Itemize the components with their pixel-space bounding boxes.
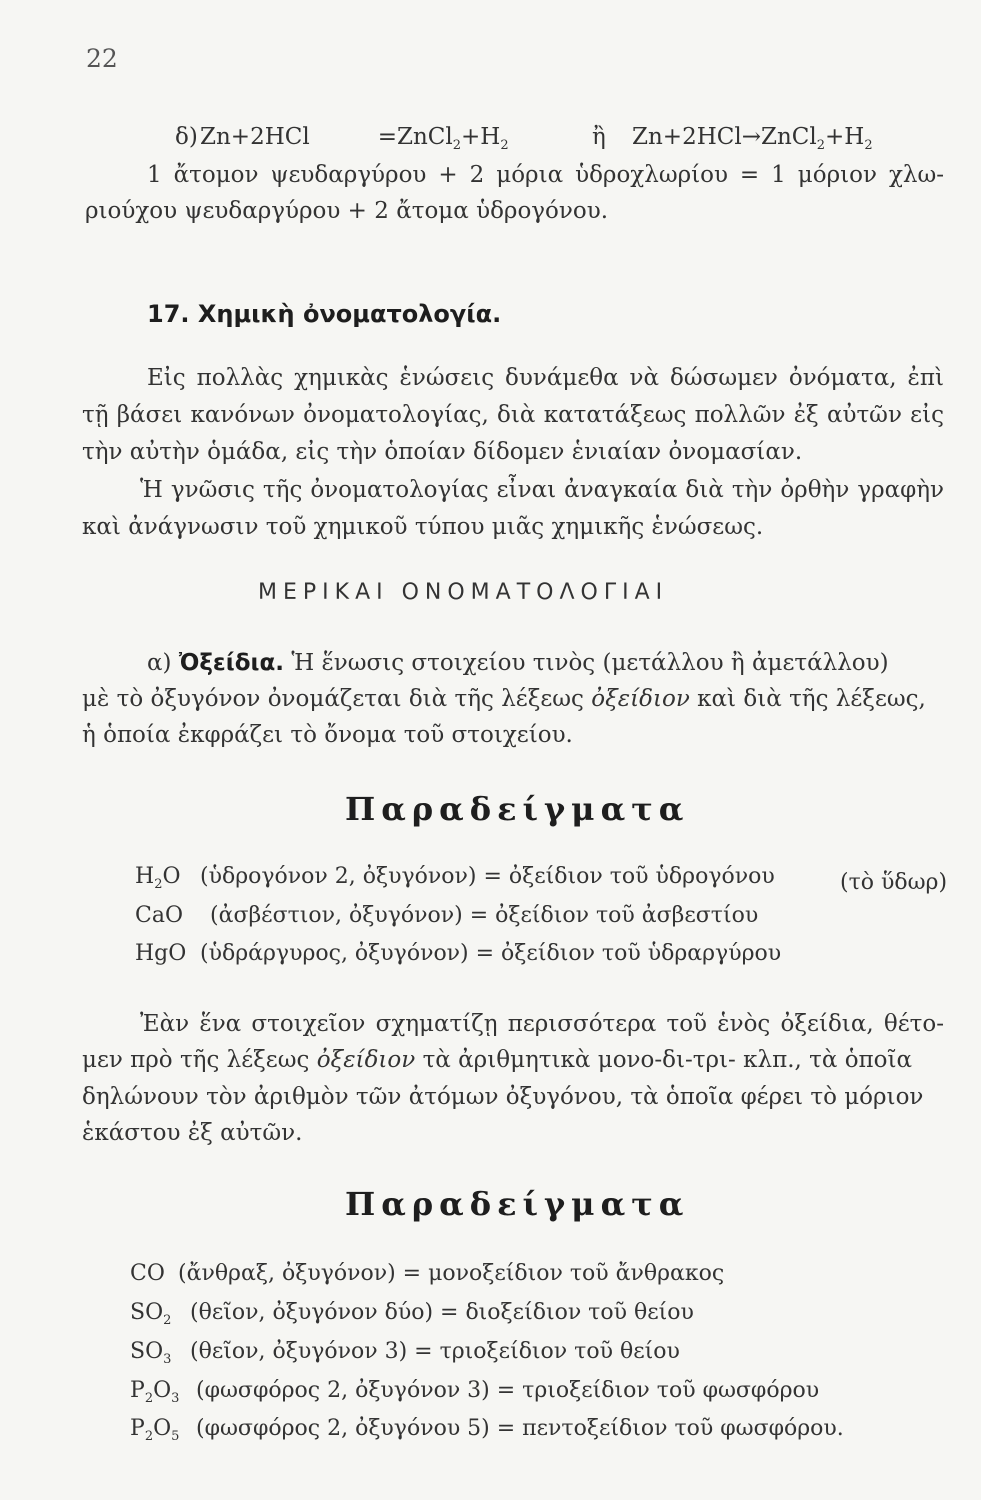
example-row: $SO_2$ (θεῖον, ὀξυγόνον δύο) = διοξείδιον τοῦ θείου	[130, 1300, 694, 1328]
example-row: CO (ἄνθραξ, ὀξυγόνον) = μονοξείδιον τοῦ ἄνθρακος	[130, 1261, 725, 1286]
oxides-term: Ὀξείδια.	[178, 650, 284, 676]
paragraph-line: δηλώνουν τὸν ἀριθμὸν τῶν ἀτόμων ὀξυγόνου, τὰ ὁποῖα φέρει τὸ μόριον	[82, 1084, 924, 1110]
examples-title: Παραδείγματα	[345, 790, 690, 828]
subsection-heading: ΜΕΡΙΚΑΙ ΟΝΟΜΑΤΟΛΟΓΙΑΙ	[258, 580, 669, 605]
oxides-intro-line-3: ἡ ὁποία ἐκφράζει τὸ ὄνομα τοῦ στοιχείου.	[82, 722, 573, 748]
paragraph-line: Ἐὰν ἕνα στοιχεῖον σχηματίζῃ περισσότερα τοῦ ἑνὸς ὀξείδια, θέτο-	[140, 1011, 944, 1037]
equation-d-label: δ)	[175, 124, 198, 150]
paragraph-line: Εἰς πολλὰς χημικὰς ἑνώσεις δυνάμεθα νὰ δώσωμεν ὀνόματα, ἐπὶ	[147, 365, 944, 391]
paragraph-line: μεν πρὸ τῆς λέξεως ὀξείδιον τὰ ἀριθμητικὰ μονο-δι-τρι- κλπ., τὰ ὁποῖα	[82, 1047, 913, 1073]
examples-title: Παραδείγματα	[345, 1185, 690, 1223]
paragraph-line: ἑκάστου ἐξ αὐτῶν.	[82, 1120, 303, 1146]
oxides-intro-line-1: α) Ὀξείδια. Ἡ ἕνωσις στοιχείου τινὸς (μετάλλου ἢ ἀμετάλλου)	[147, 650, 889, 676]
example-row: HgO (ὑδράργυρος, ὀξυγόνον) = ὀξείδιον τοῦ ὑδραργύρου	[135, 941, 782, 966]
page-number: 22	[86, 44, 118, 73]
paragraph-line: τῇ βάσει κανόνων ὀνοματολογίας, διὰ κατατάξεως πολλῶν ἐξ αὐτῶν εἰς	[82, 402, 944, 428]
equation-words-line-1: 1 ἄτομον ψευδαργύρου + 2 μόρια ὑδροχλωρίου = 1 μόριον χλω-	[147, 162, 944, 188]
paragraph-line: καὶ ἀνάγνωσιν τοῦ χημικοῦ τύπου μιᾶς χημικῆς ἑνώσεως.	[82, 514, 764, 540]
example-row: $P_2O_5$ (φωσφόρος 2, ὀξυγόνου 5) = πεντοξείδιον τοῦ φωσφόρου.	[130, 1416, 844, 1444]
section-heading: 17. Χημικὴ ὀνοματολογία.	[147, 300, 502, 328]
paragraph-line: τὴν αὐτὴν ὁμάδα, εἰς τὴν ὁποίαν δίδομεν ἑνιαίαν ὀνομασίαν.	[82, 439, 803, 465]
equation-d-left: $Zn+2HCl =ZnCl_2+H_2$	[200, 124, 509, 153]
oxides-intro-line-2: μὲ τὸ ὀξυγόνον ὀνομάζεται διὰ τῆς λέξεως ὀξείδιον καὶ διὰ τῆς λέξεως,	[82, 686, 926, 712]
equation-d-or: ἢ	[592, 124, 606, 150]
equation-d-right: $Zn+2HCl\to ZnCl_2+H_2$	[632, 124, 873, 153]
equation-words-line-2: ριούχου ψευδαργύρου + 2 ἄτομα ὑδρογόνου.	[85, 198, 609, 224]
example-note: (τὸ ὕδωρ)	[840, 870, 948, 895]
example-row: $P_2O_3$ (φωσφόρος 2, ὀξυγόνον 3) = τριοξείδιον τοῦ φωσφόρου	[130, 1378, 820, 1406]
example-row: CaO (ἀσβέστιον, ὀξυγόνον) = ὀξείδιον τοῦ ἀσβεστίου	[135, 903, 759, 928]
paragraph-line: Ἡ γνῶσις τῆς ὀνοματολογίας εἶναι ἀναγκαία διὰ τὴν ὀρθὴν γραφὴν	[140, 477, 944, 503]
example-row: $H_2O$ (ὑδρογόνον 2, ὀξυγόνον) = ὀξείδιον τοῦ ὑδρογόνου	[135, 864, 775, 892]
example-row: $SO_3$ (θεῖον, ὀξυγόνον 3) = τριοξείδιον τοῦ θείου	[130, 1339, 680, 1367]
